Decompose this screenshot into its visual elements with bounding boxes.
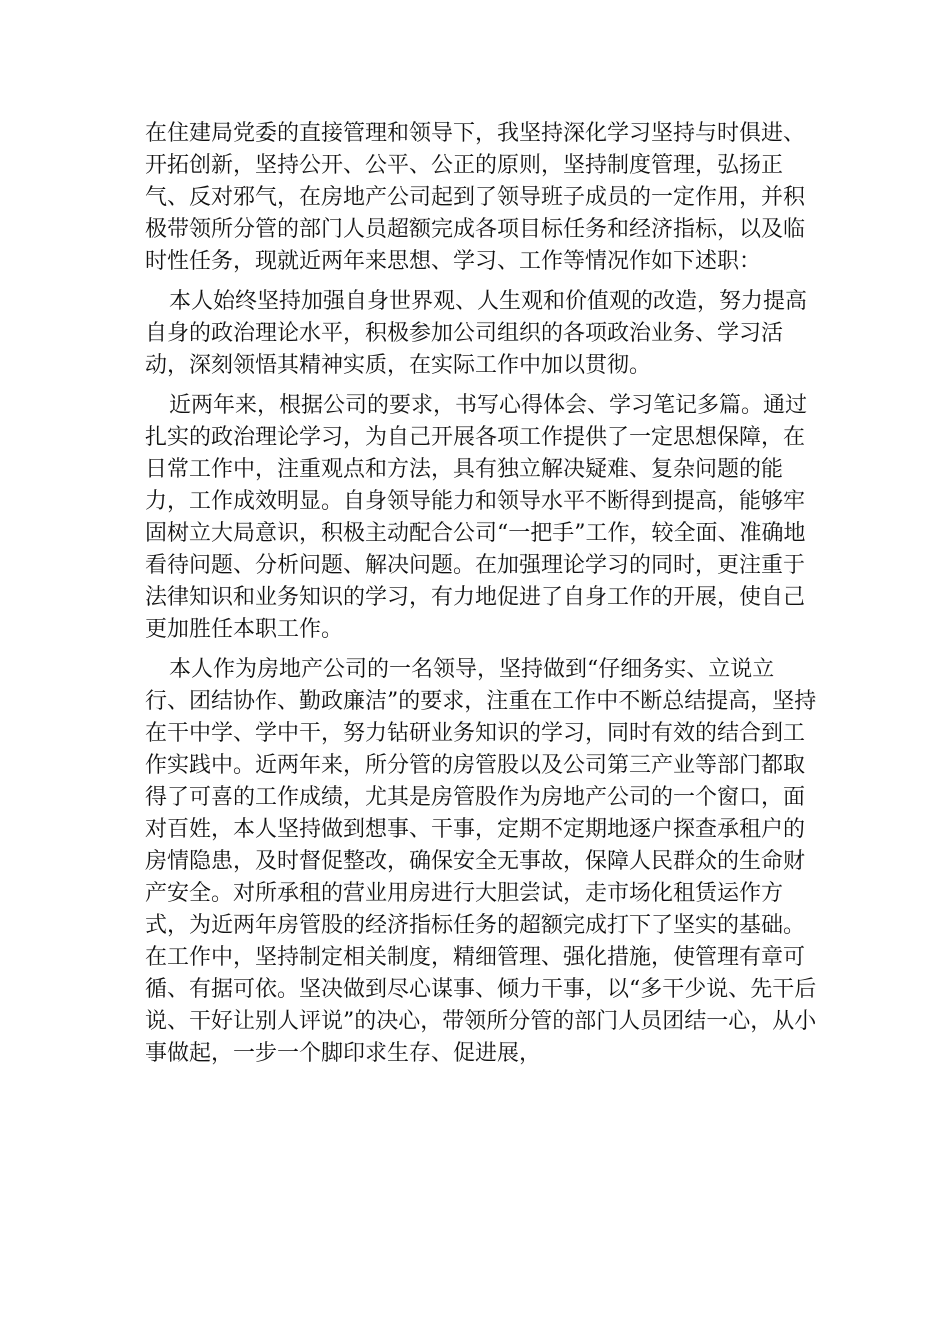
paragraph-2: 本人始终坚持加强自身世界观、人生观和价值观的改造，努力提高自身的政治理论水平，积极参加公司组织的各项政治业务、学习活动，深刻领悟其精神实质，在实际工作中加以贯彻。 (145, 289, 808, 378)
document-body (145, 118, 817, 1078)
paragraph-4: 本人作为房地产公司的一名领导，坚持做到“仔细务实、立说立行、团结协作、勤政廉洁”的要求，注重在工作中不断总结提高，坚持在干中学、学中干，努力钻研业务知识的学习，同时有效的结合到工作实践中。近两年来，所分管的房管股以及公司第三产业等部门都取得了可喜的工作成绩，尤其是房管股作为房地产公司的一个窗口，面对百姓，本人坚持做到想事、干事，定期不定期地逐户探查承租户的房情隐患，及时督促整改，确保安全无事故，保障人民群众的生命财产安全。对所承租的营业用房进行大胆尝试，走市场化租赁运作方式，为近两年房管股的经济指标任务的超额完成打下了坚实的基础。在工作中，坚持制定相关制度，精细管理、强化措施，使管理有章可循、有据可依。坚决做到尽心谋事、倾力干事，以“多干少说、先干后说、干好让别人评说”的决心，带领所分管的部门人员团结一心，从小事做起，一步一个脚印求生存、促进展， (145, 657, 817, 1066)
paragraph-1: 在住建局党委的直接管理和领导下，我坚持深化学习坚持与时俱进、开拓创新，坚持公开、公平、公正的原则，坚持制度管理，弘扬正气、反对邪气，在房地产公司起到了领导班子成员的一定作用，并积极带领所分管的部门人员超额完成各项目标任务和经济指标，以及临时性任务，现就近两年来思想、学习、工作等情况作如下述职： (145, 121, 806, 274)
paragraph-3: 近两年来，根据公司的要求，书写心得体会、学习笔记多篇。通过扎实的政治理论学习，为自己开展各项工作提供了一定思想保障，在日常工作中，注重观点和方法，具有独立解决疑难、复杂问题的能力，工作成效明显。自身领导能力和领导水平不断得到提高，能够牢固树立大局意识，积极主动配合公司“一把手”工作，较全面、准确地看待问题、分析问题、解决问题。在加强理论学习的同时，更注重于法律知识和业务知识的学习，有力地促进了自身工作的开展，使自己更加胜任本职工作。 (145, 393, 808, 642)
